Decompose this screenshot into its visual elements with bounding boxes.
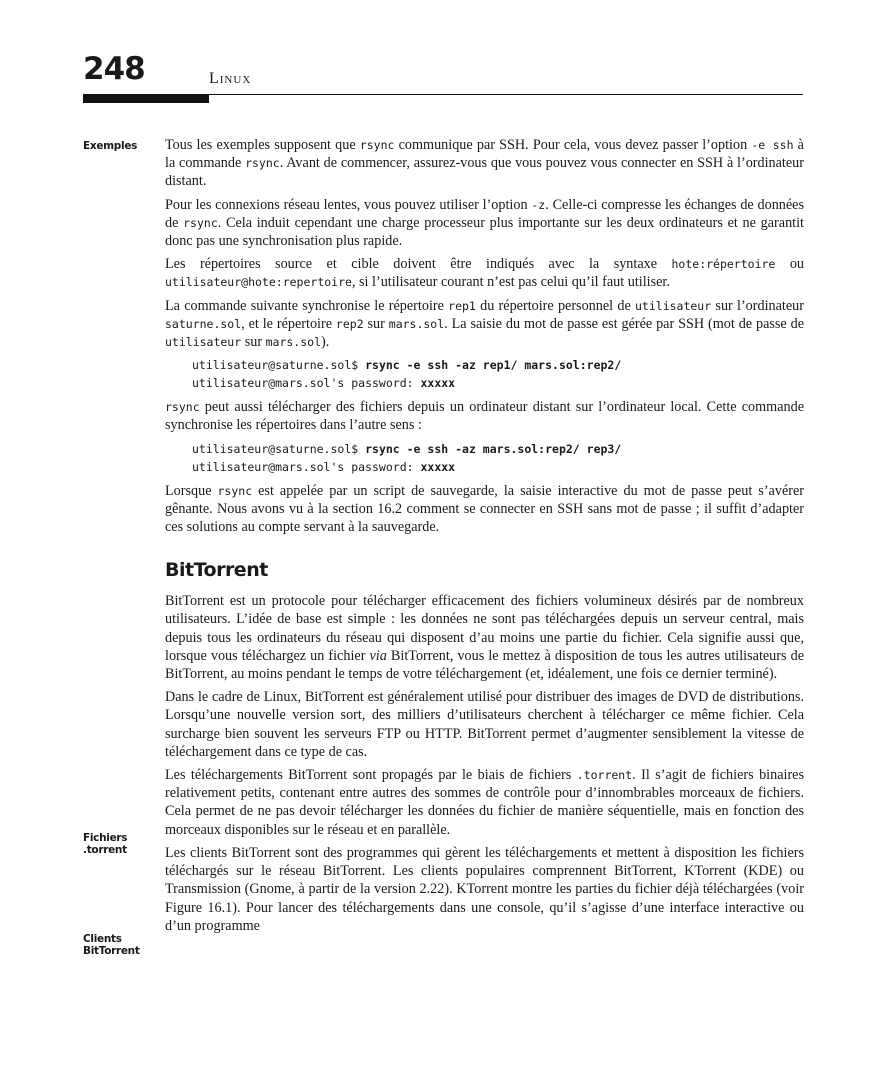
text: sur l’ordinateur [711, 297, 804, 314]
paragraph [165, 592, 804, 683]
running-title: Linux [209, 70, 252, 87]
text: ou [775, 256, 805, 273]
inline-code: mars.sol [265, 335, 321, 350]
page-number: 248 [83, 51, 145, 87]
text: . Avant de commencer, assurez-vous que vous pouvez vous connecter en SSH à l’ordinateur distant. [165, 155, 804, 190]
margin-note-text: Exemples [83, 140, 138, 152]
text: communique par SSH. Pour cela, vous devez passer l’option [394, 137, 752, 153]
inline-code: -z [531, 197, 546, 212]
inline-code: rsync [217, 483, 253, 498]
inline-code: .torrent [576, 768, 633, 783]
margin-note-examples [83, 141, 137, 153]
margin-note-clients [83, 934, 140, 957]
inline-code: rsync [245, 156, 280, 171]
text: du répertoire personnel de [475, 297, 635, 314]
text: Tous les exemples supposent que [165, 137, 360, 153]
paragraph: Dans le cadre de Linux, BitTorrent est généralement utilisé pour distribuer des images de DVD de distributions. Lorsqu’une nouvelle version sort, des milliers d’utilisateurs cherchent à télécharger ce même fichier. Cela surcharge bien souvent les serveurs FTP ou HTTP. BitTorrent permet d’augmenter sensiblement la vitesse de téléchargement dans ce type de cas. [165, 689, 804, 760]
paragraph [165, 766, 804, 839]
code-block [192, 356, 804, 392]
text: . Celle-ci compresse les échanges de données de [165, 196, 805, 231]
text: . La saisie du mot de passe est gérée par SSH (mot de passe de [444, 315, 804, 332]
inline-code: utilisateur@hote:repertoire [165, 275, 352, 290]
text: à la commande [165, 137, 804, 172]
margin-note-line: Fichiers [83, 832, 128, 844]
margin-note-line: Clients [83, 933, 122, 945]
paragraph [165, 255, 804, 291]
paragraph: Les clients BitTorrent sont des programmes qui gèrent les téléchargements et mettent à disposition les fichiers téléchargés sur le réseau BitTorrent. Les clients populaires comprennent BitTorrent, KTorrent (KDE) ou Transmission (Gnome, à partir de la version 2.22). KTorrent montre les parties du fichier déjà téléchargées (voir Figure 16.1). Pour lancer des téléchargements dans une console, qu’il s’agisse d’une interface interactive ou d’un programme [165, 844, 804, 934]
text: . Il s’agit de fichiers binaires relativement petits, contenant entre autres des sommes de contrôle pour d’innombrables morceaux de fichiers. Cela permet de ne pas devoir télécharger les données du fichier de manière séquentielle, mais en fonction des morceaux disponibles sur le réseau et en parallèle. [165, 767, 804, 838]
header-bar [83, 94, 209, 103]
text: est appelée par un script de sauvegarde, la saisie interactive du mot de passe peut s’avérer gênante. Nous avons vu à la section 16.2 comment se connecter en SSH sans mot de passe ; il suffit d’adapter ces solutions au compte servant à la sauvegarde. [165, 482, 804, 536]
inline-code: rep1 [448, 298, 476, 313]
text: BitTorrent, vous le mettez à disposition de tous les autres utilisateurs de BitTorrent, au moins pendant le temps de votre téléchargement (et, idéalement, une fois ce dernier terminé). [165, 647, 804, 683]
italic-text: via [369, 647, 387, 664]
code-command: rsync -e ssh -az rep1/ mars.sol:rep2/ [365, 358, 622, 373]
text: sur [241, 334, 266, 351]
inline-code: rsync [165, 400, 200, 415]
text: Les répertoires source et cible doivent être indiqués avec la syntaxe [165, 256, 672, 273]
text: La commande suivante synchronise le répertoire [165, 297, 449, 314]
inline-code: rsync [183, 215, 218, 230]
section-heading: BitTorrent [165, 559, 268, 582]
margin-note-torrent-files [83, 833, 127, 856]
text: , si l’utilisateur courant n’est pas celui qu’il faut utiliser. [351, 274, 670, 291]
inline-code: rsync [359, 138, 395, 152]
inline-code: utilisateur [165, 335, 242, 350]
text: , et le répertoire [241, 315, 336, 332]
text: sur [363, 315, 389, 332]
paragraph [165, 196, 804, 251]
text: . Cela induit cependant une charge processeur plus importante sur les deux ordinateurs et ne garantit donc pas une synchronisation plus rapide. [165, 214, 804, 250]
paragraph [165, 136, 804, 191]
code-prompt: utilisateur@saturne.sol$ [192, 441, 366, 456]
inline-code: mars.sol [388, 316, 445, 331]
text: BitTorrent est un protocole pour télécharger efficacement des fichiers volumineux désirés par de nombreux utilisateurs. L’idée de base est simple : les données ne sont pas téléchargées depuis un serveur central, mais depuis tous les ordinateurs du réseau qui disposent d’au moins une partie du fichier. Cela signifie aussi que, lorsque vous téléchargez un fichier [165, 593, 804, 664]
code-prompt: utilisateur@mars.sol's password: [192, 459, 421, 474]
text: Les téléchargements BitTorrent sont propagés par le biais de fichiers [165, 767, 577, 784]
text: Lorsque [165, 482, 218, 499]
inline-code: saturne.sol [165, 316, 242, 331]
paragraph [165, 398, 804, 434]
text: peut aussi télécharger des fichiers depuis un ordinateur distant sur l’ordinateur local. Cette commande synchronise les répertoires dans l’autre sens : [165, 399, 804, 434]
inline-code: -e ssh [751, 138, 794, 152]
code-command: rsync -e ssh -az mars.sol:rep2/ rep3/ [365, 441, 622, 456]
inline-code: hote:répertoire [671, 257, 776, 272]
main-text [165, 136, 804, 940]
code-prompt: utilisateur@saturne.sol$ [192, 358, 366, 373]
paragraph [165, 297, 804, 352]
text: ). [321, 334, 330, 351]
code-prompt: utilisateur@mars.sol's password: [192, 376, 421, 391]
code-block [192, 440, 804, 476]
code-password: xxxxx [420, 459, 456, 474]
inline-code: utilisateur [635, 298, 712, 313]
text: Pour les connexions réseau lentes, vous pouvez utiliser l’option [165, 196, 532, 213]
margin-note-line: .torrent [83, 843, 127, 856]
inline-code: rep2 [335, 316, 364, 331]
code-password: xxxxx [420, 376, 456, 391]
paragraph [165, 482, 804, 537]
margin-note-line: BitTorrent [83, 944, 140, 957]
